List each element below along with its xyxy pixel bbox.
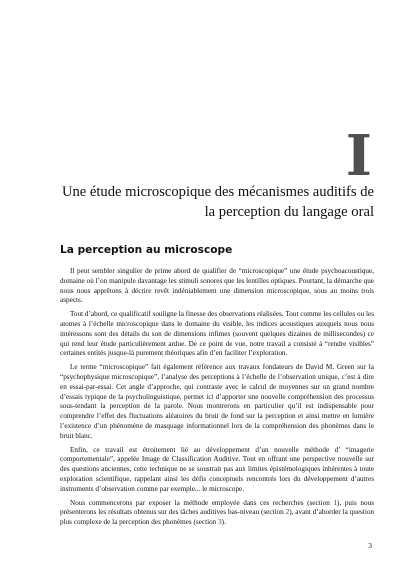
paragraph-2: Tout d’abord, ce qualificatif souligne la finesse des observations réalisées. Tout comme les cellules ou les atomes à l’échelle microscopique dans le domaine du visible, les indices acoustiques auxquels nous nous intéressons sont des détails du son de dimensions infimes (souvent quelques dizaines de millisecondes) ce qui rend leur étude particulièrement ardue. De ce point de vue, notre travail a consisté à “rendre visibles” certaines entités jusque-là purement théoriques afin d’en faciliter l’exploration. [60, 310, 374, 358]
chapter-title-line-1: Une étude microscopique des mécanismes auditifs de [61, 184, 374, 200]
paragraph-5-text-a: Nous commencerons par exposer la méthode employée dans ces recherches (section [70, 498, 334, 507]
paragraph-5-text-d: ). [221, 518, 226, 527]
paragraph-5 [60, 499, 374, 528]
paragraph-3: Le terme “microscopique” fait également référence aux travaux fondateurs de David M. Green sur la “psychophysique microscopique”, l’analyse des perceptions à l’échelle de l’observation unique, c’est à dire en essai-par-essai. Cet angle d’approche, qui contraste avec le calcul de moyennes sur un grand nombre d’essais typique de la psycholinguistique, permet ici d’apporter une nouvelle compréhension des processus sous-tendant la perception de la parole. Nous montrerons en particulier qu’il est indispensable pour comprendre l’effet des fluctuations aléatoires du bruit de fond sur la perception et ainsi mettre en lumière l’existence d’un phénomène de masquage informationnel lors de la compréhension des phonèmes dans le bruit blanc. [60, 363, 374, 440]
section-link-2[interactable]: 2 [285, 508, 290, 517]
paragraph-4: Enfin, ce travail est étroitement lié au développement d’un nouvelle méthode d’ “imagerie comportementale”, appelée Image de Classification Auditive. Tout en offrant une perspective nouvelle sur des questions anciennes, cette technique ne se soustrait pas aux limites épistémologiques inhérentes à toute exploration scientifique, rappelant ainsi les défis conceptuels rencontrés lors du développement d’autres instruments d’observation comme par exemple... le microscope. [60, 445, 374, 493]
body-text [60, 267, 374, 532]
chapter-number: I [345, 123, 372, 189]
chapter-title [54, 182, 374, 222]
paragraph-5-text-b: ), puis nous présenterons les résultats obtenus sur des tâches auditives bas-niveau (section [60, 498, 374, 517]
page-number: 3 [368, 541, 372, 550]
section-link-1[interactable]: 1 [333, 498, 338, 507]
paragraph-1: Il peut sembler singulier de prime abord de qualifier de “microscopique” une étude psychoacoustique, domaine où l’on manipule davantage les stimuli sonores que les lentilles optiques. Pourtant, la démarche que nous nous apprêtons à décrire revêt indéniablement une dimension microscopique, sous au moins trois aspects. [60, 267, 374, 305]
section-title: La perception au microscope [60, 244, 233, 256]
section-link-3[interactable]: 3 [218, 518, 222, 527]
paragraph-5-text-c: ), avant d’aborder la question plus complexe de la perception des phonèmes (section [60, 508, 375, 527]
chapter-title-line-2: la perception du langage oral [204, 204, 374, 220]
